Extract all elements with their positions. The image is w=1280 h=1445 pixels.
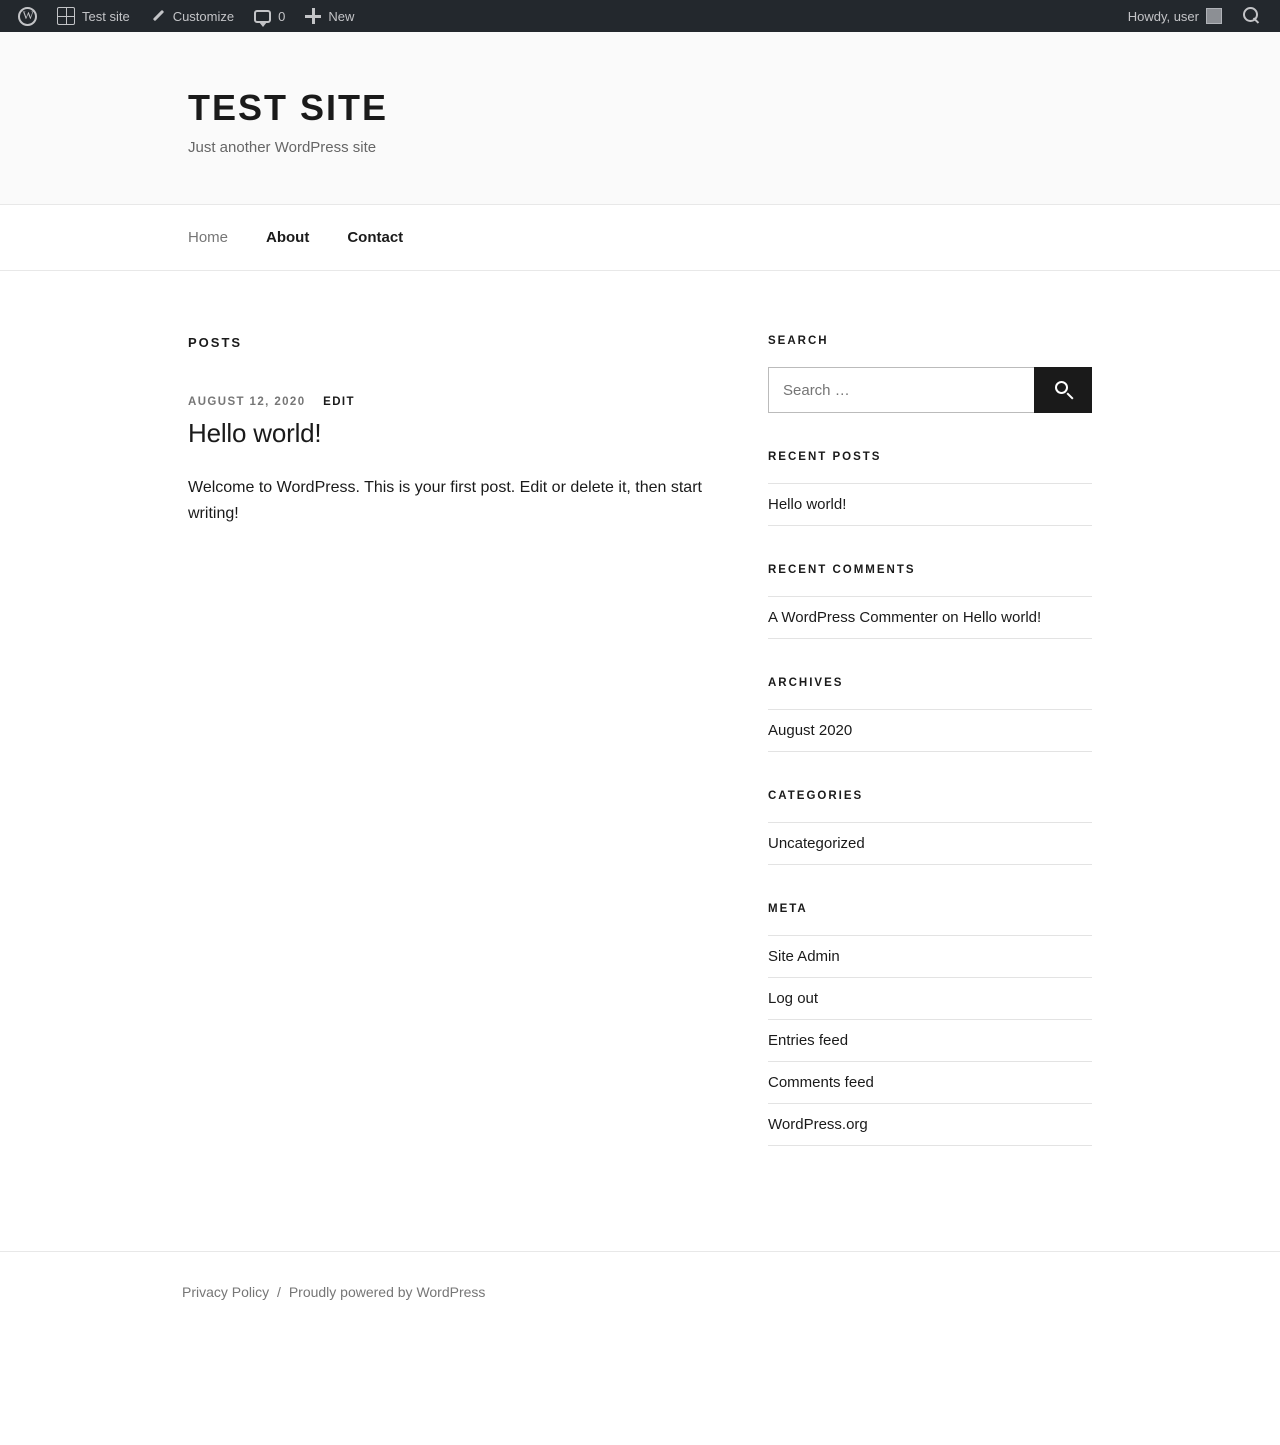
comment-icon <box>254 10 271 23</box>
widget-recent-posts-title: RECENT POSTS <box>768 451 882 463</box>
site-header <box>0 32 1280 205</box>
nav-list <box>188 205 1092 271</box>
page-title[interactable]: TEST SITE <box>188 87 389 128</box>
nav-item-contact[interactable] <box>347 229 403 247</box>
category-link-uncategorized[interactable]: Uncategorized <box>768 835 865 852</box>
list-item <box>768 978 1092 1020</box>
widget-meta-title: META <box>768 903 808 915</box>
meta-link-log-out[interactable]: Log out <box>768 990 819 1007</box>
widget-archives-title: ARCHIVES <box>768 677 844 689</box>
recent-posts-list <box>768 483 1092 526</box>
nav-link-about[interactable]: About <box>266 229 310 246</box>
adminbar-search-button[interactable] <box>1232 0 1272 32</box>
meta-link-site-admin[interactable]: Site Admin <box>768 948 840 965</box>
site-icon <box>57 7 75 25</box>
site-footer <box>0 1251 1280 1332</box>
widget-archives <box>768 677 1092 752</box>
footer-separator: / <box>277 1284 281 1300</box>
posts-heading: POSTS <box>188 335 243 350</box>
meta-link-comments-feed[interactable]: Comments feed <box>768 1074 874 1091</box>
widget-categories-title: CATEGORIES <box>768 790 864 802</box>
list-item <box>768 597 1092 639</box>
main-region <box>0 271 1280 1251</box>
site-description: Just another WordPress site <box>188 139 377 156</box>
meta-list <box>768 935 1092 1146</box>
categories-list <box>768 822 1092 865</box>
footer-credit-link[interactable]: Proudly powered by WordPress <box>288 1284 486 1300</box>
footer-privacy-policy-link[interactable]: Privacy Policy <box>182 1284 270 1300</box>
post-edit-link[interactable]: EDIT <box>323 396 355 408</box>
comment-on-label: on <box>941 609 959 626</box>
pencil-icon <box>150 8 166 24</box>
list-item <box>768 823 1092 865</box>
widget-search-title: SEARCH <box>768 335 829 347</box>
recent-comments-list <box>768 596 1092 639</box>
meta-link-entries-feed[interactable]: Entries feed <box>768 1032 849 1049</box>
archive-link-august-2020[interactable]: August 2020 <box>768 722 853 739</box>
adminbar-site-name[interactable] <box>47 0 140 32</box>
avatar <box>1206 8 1222 24</box>
nav-link-contact[interactable]: Contact <box>347 229 404 246</box>
search-form <box>768 367 1092 413</box>
adminbar-site-name-label: Test site <box>82 8 130 24</box>
adminbar-customize-label: Customize <box>172 8 235 24</box>
adminbar-new[interactable] <box>295 0 364 32</box>
search-input[interactable] <box>768 367 1034 413</box>
content-column <box>188 335 708 528</box>
adminbar-comments[interactable] <box>244 0 295 32</box>
search-icon <box>1242 6 1262 26</box>
adminbar-customize[interactable] <box>140 0 244 32</box>
list-item <box>768 710 1092 752</box>
meta-link-wordpress-org[interactable]: WordPress.org <box>768 1116 868 1133</box>
search-icon <box>1055 381 1068 394</box>
adminbar-new-label: New <box>328 8 355 24</box>
list-item <box>768 1104 1092 1146</box>
list-item <box>768 1020 1092 1062</box>
recent-post-link[interactable]: Hello world! <box>768 496 847 513</box>
widget-recent-comments <box>768 564 1092 639</box>
plus-icon <box>305 8 321 24</box>
post-article <box>188 396 708 528</box>
post-date-link[interactable]: AUGUST 12, 2020 <box>188 396 306 408</box>
widget-meta <box>768 903 1092 1146</box>
widget-search <box>768 335 1092 413</box>
archives-list <box>768 709 1092 752</box>
nav-link-home[interactable]: Home <box>188 229 229 246</box>
main-navigation <box>0 205 1280 271</box>
admin-bar <box>0 0 1280 32</box>
list-item <box>768 1062 1092 1104</box>
comment-post-link[interactable]: Hello world! <box>962 609 1042 626</box>
adminbar-comments-count: 0 <box>278 8 286 24</box>
sidebar <box>768 335 1092 1184</box>
list-item <box>768 936 1092 978</box>
adminbar-right-group <box>1118 0 1272 32</box>
adminbar-wp-logo[interactable] <box>8 0 47 32</box>
comment-author-link[interactable]: A WordPress Commenter <box>768 609 938 626</box>
widget-categories <box>768 790 1092 865</box>
adminbar-my-account[interactable] <box>1118 0 1232 32</box>
adminbar-howdy-label: Howdy, user <box>1127 8 1199 24</box>
nav-item-home[interactable] <box>188 229 228 247</box>
post-title[interactable]: Hello world! <box>188 418 322 448</box>
nav-item-about[interactable] <box>266 229 309 247</box>
widget-recent-posts <box>768 451 1092 526</box>
search-submit-button[interactable] <box>1034 367 1092 413</box>
widget-recent-comments-title: RECENT COMMENTS <box>768 564 916 576</box>
list-item <box>768 484 1092 526</box>
wordpress-logo-icon <box>18 7 37 26</box>
post-meta <box>188 396 708 408</box>
post-content <box>188 475 708 528</box>
post-edit-link-wrap <box>323 396 355 408</box>
post-excerpt: Welcome to WordPress. This is your first post. Edit or delete it, then start writing! <box>188 479 702 523</box>
